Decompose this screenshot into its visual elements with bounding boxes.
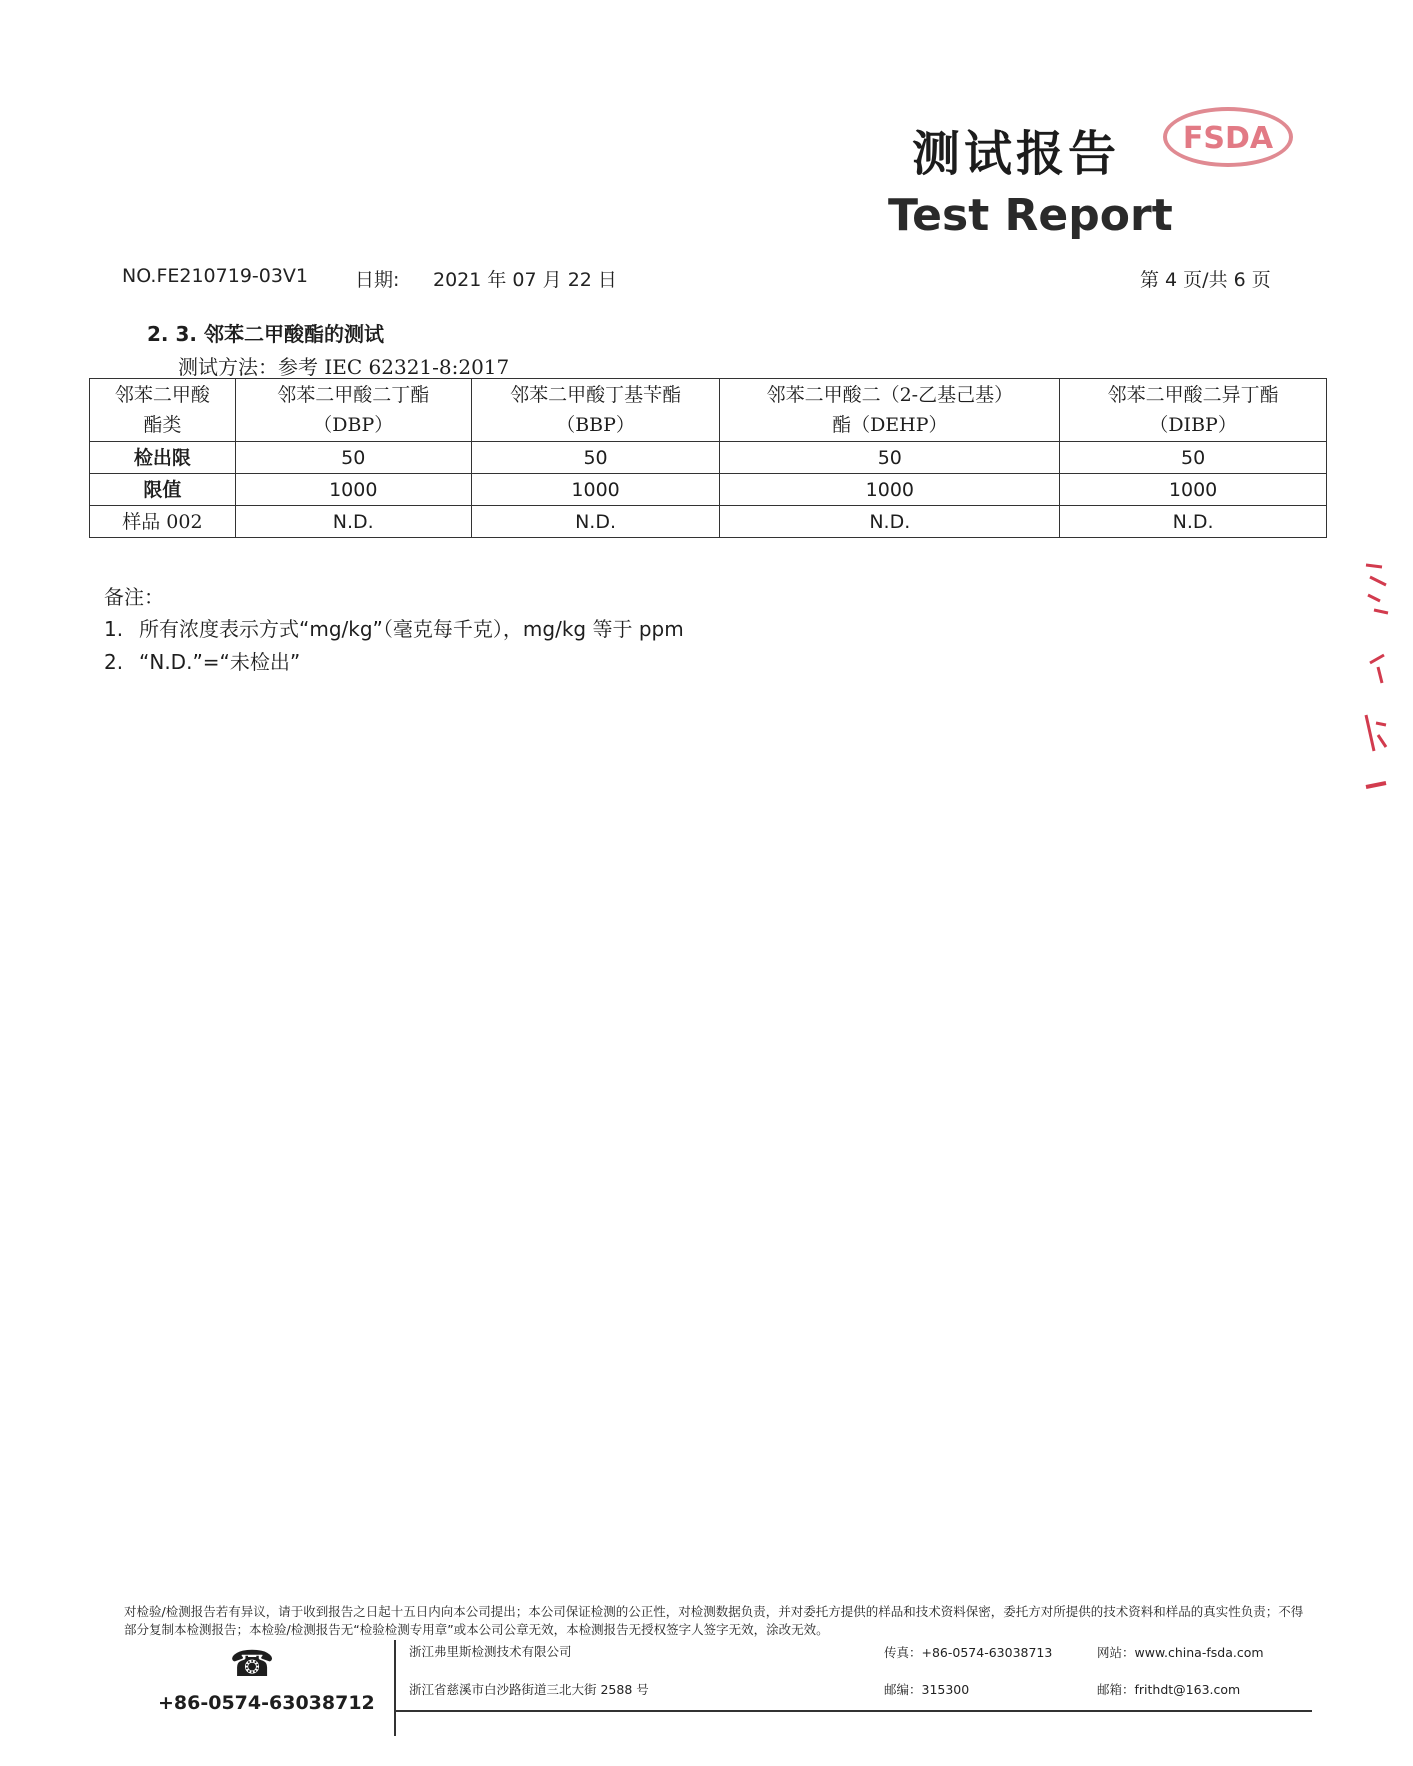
table-cell: 50 [471,442,720,474]
column-header-bbp [471,379,720,442]
fsda-logo: FSDA [1163,107,1293,167]
column-header-dbp [235,379,471,442]
report-date: 2021 年 07 月 22 日 [433,269,617,291]
column-header-dehp [720,379,1060,442]
company-name: 浙江弗里斯检测技术有限公司 [409,1644,572,1659]
note-item [104,646,300,675]
report-number: NO.FE210719-03V1 [122,265,309,287]
notes-title: 备注： [104,585,164,609]
seal-stamp-fragment [1360,555,1390,795]
note-text: “N.D.”=“未检出” [139,650,301,674]
table-cell: 1000 [720,474,1060,506]
column-name: 邻苯二甲酸二异丁酯 [1107,384,1279,406]
footer-disclaimer: 对检验/检测报告若有异议，请于收到报告之日起十五日内向本公司提出；本公司保证检测的公正性，对检测数据负责，并对委托方提供的样品和技术资料保密，委托方对所提供的技术资料和样品的真实性负责；不得部分复制本检测报告；本检验/检测报告无“检验检测专用章”或本公司公章无效，本检测报告无授权签字人签字无效，涂改无效。 [124,1604,1304,1637]
email-link[interactable]: 邮箱：frithdt@163.com [1097,1682,1241,1697]
note-item [104,613,684,642]
phthalate-results-table [89,378,1327,538]
footer-divider-horizontal [394,1710,1312,1712]
note-text: 所有浓度表示方式“mg/kg”（毫克每千克），mg/kg 等于 ppm [139,617,684,641]
postcode: 邮编：315300 [884,1682,970,1697]
table-cell: N.D. [720,506,1060,538]
table-row-limit [90,474,1327,506]
fax-number: 传真：+86-0574-63038713 [884,1645,1053,1660]
column-abbr: （BBP） [556,414,635,436]
table-cell: N.D. [1060,506,1327,538]
column-name: 邻苯二甲酸二丁酯 [277,384,430,406]
note-number: 1. [104,617,124,641]
table-cell: N.D. [471,506,720,538]
row-label: 限值 [90,474,236,506]
column-name: 邻苯二甲酸丁基苄酯 [510,384,682,406]
row-label: 样品 002 [90,506,236,538]
row-label: 检出限 [90,442,236,474]
column-name: 邻苯二甲酸二（2-乙基己基） [766,384,1014,406]
corner-line-2: 酯类 [143,414,182,436]
section-title: 2. 3. 邻苯二甲酸酯的测试 [147,322,384,346]
website-link[interactable]: 网站：www.china-fsda.com [1097,1645,1264,1660]
date-label: 日期: [355,269,400,291]
table-cell: 1000 [1060,474,1327,506]
phone-number: +86-0574-63038712 [158,1692,375,1714]
table-header-row [90,379,1327,442]
column-abbr: （DIBP） [1149,414,1237,436]
page-number: 第 4 页/共 6 页 [1140,269,1271,291]
report-title-cn: 测试报告 [912,126,1121,182]
table-cell: 50 [720,442,1060,474]
note-number: 2. [104,650,124,674]
column-abbr: 酯（DEHP） [832,414,948,436]
table-cell: 50 [235,442,471,474]
table-cell: 1000 [471,474,720,506]
table-row-sample-002 [90,506,1327,538]
column-abbr: （DBP） [313,414,394,436]
report-title-en: Test Report [888,190,1173,241]
footer-divider-vertical [394,1640,396,1736]
table-row-detection-limit [90,442,1327,474]
test-method: 测试方法：参考 IEC 62321-8:2017 [178,355,510,379]
table-cell: N.D. [235,506,471,538]
table-corner-header [90,379,236,442]
table-cell: 50 [1060,442,1327,474]
table-cell: 1000 [235,474,471,506]
column-header-dibp [1060,379,1327,442]
corner-line-1: 邻苯二甲酸 [114,384,210,406]
phone-icon: ☎ [229,1644,275,1685]
company-address: 浙江省慈溪市白沙路街道三北大街 2588 号 [409,1682,649,1697]
